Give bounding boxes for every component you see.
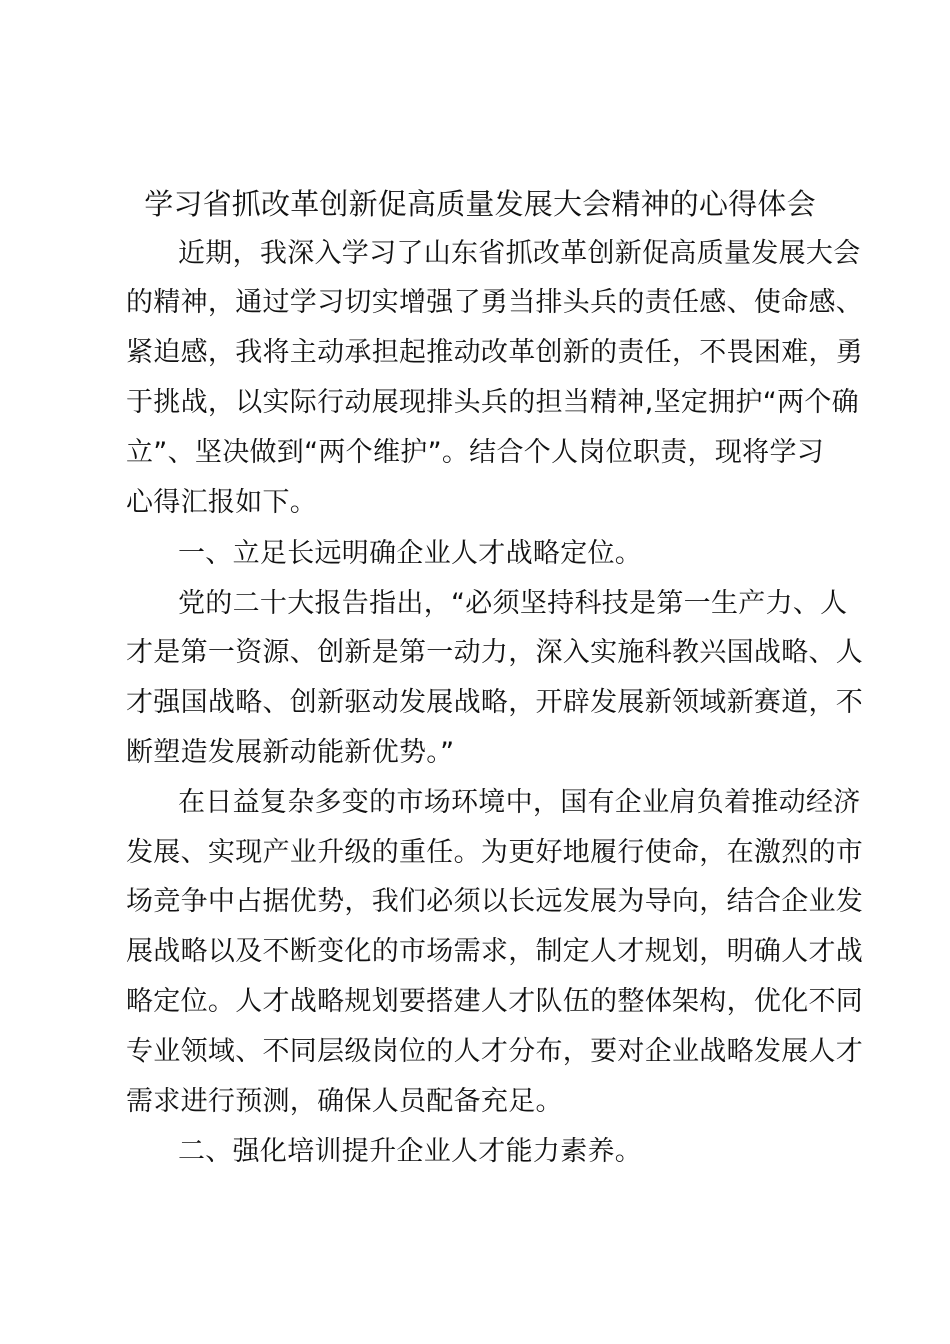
paragraph-3-line-3: 场竞争中占据优势，我们必须以长远发展为导向，结合企业发 [126, 886, 864, 917]
paragraph-2-line-2: 才是第一资源、创新是第一动力，深入实施科教兴国战略、人 [126, 637, 864, 668]
document-title: 学习省抓改革创新促高质量发展大会精神的心得体会 [144, 187, 816, 221]
paragraph-3-line-7: 需求进行预测，确保人员配备充足。 [126, 1086, 563, 1117]
paragraph-2-line-3: 才强国战略、创新驱动发展战略，开辟发展新领域新赛道，不 [126, 687, 864, 718]
paragraph-1-line-5: 立”、坚决做到“两个维护”。结合个人岗位职责，现将学习 [126, 437, 825, 468]
section-heading-2: 二、强化培训提升企业人才能力素养。 [178, 1136, 643, 1167]
paragraph-1-line-3: 紧迫感，我将主动承担起推动改革创新的责任，不畏困难，勇 [126, 337, 864, 368]
paragraph-3-line-1: 在日益复杂多变的市场环境中，国有企业肩负着推动经济 [178, 787, 861, 818]
paragraph-1-line-6: 心得汇报如下。 [126, 487, 318, 518]
paragraph-1-line-2: 的精神，通过学习切实增强了勇当排头兵的责任感、使命感、 [126, 287, 864, 318]
section-heading-1: 一、立足长远明确企业人才战略定位。 [178, 538, 643, 569]
paragraph-3-line-5: 略定位。人才战略规划要搭建人才队伍的整体架构，优化不同 [126, 986, 864, 1017]
paragraph-1-line-4: 于挑战，以实际行动展现排头兵的担当精神,坚定拥护“两个确 [126, 387, 859, 418]
paragraph-3-line-4: 展战略以及不断变化的市场需求，制定人才规划，明确人才战 [126, 936, 864, 967]
paragraph-2-line-1: 党的二十大报告指出，“必须坚持科技是第一生产力、人 [178, 588, 848, 619]
paragraph-1-line-1: 近期，我深入学习了山东省抓改革创新促高质量发展大会 [178, 238, 861, 269]
paragraph-2-line-4: 断塑造发展新动能新优势。” [126, 737, 455, 768]
paragraph-3-line-6: 专业领域、不同层级岗位的人才分布，要对企业战略发展人才 [126, 1036, 864, 1067]
paragraph-3-line-2: 发展、实现产业升级的重任。为更好地履行使命，在激烈的市 [126, 837, 864, 868]
